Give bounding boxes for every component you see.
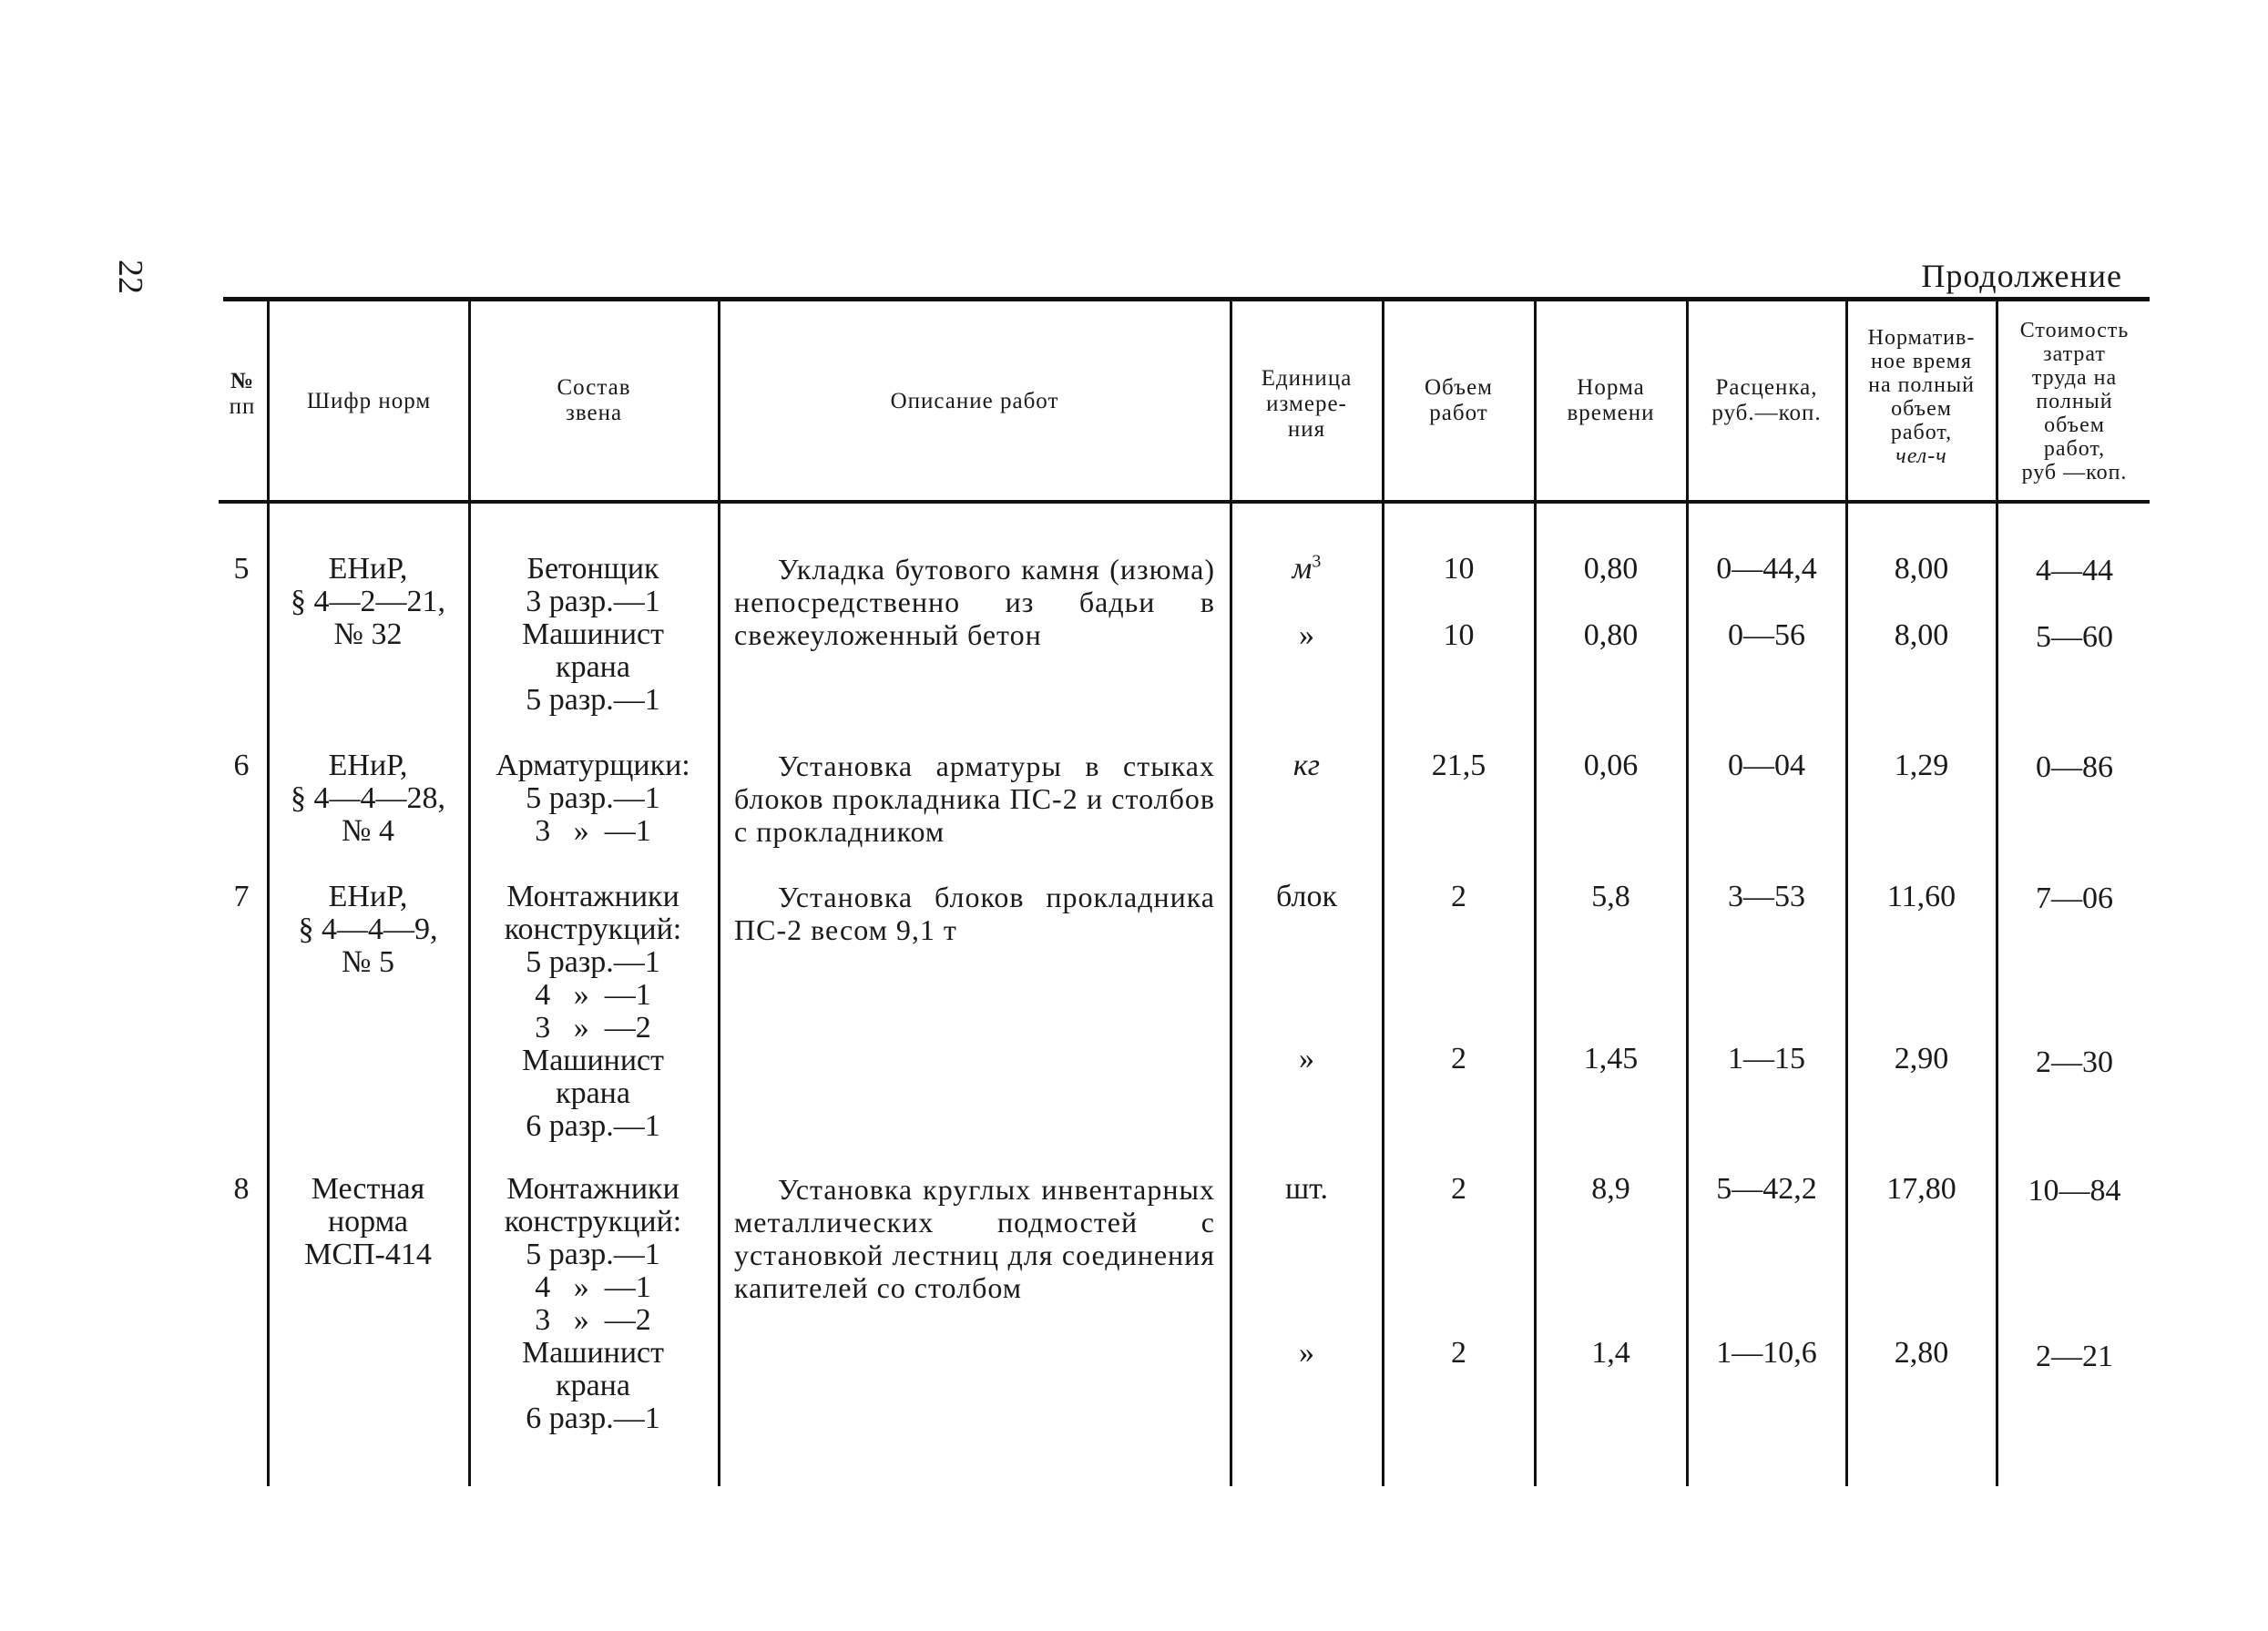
crew-composition: Бетонщик 3 разр.—1 Машинист крана 5 разр.—1 bbox=[521, 552, 665, 717]
unit-value: » bbox=[1299, 618, 1314, 652]
rate-value: 0—04 bbox=[1728, 749, 1805, 782]
unit-value: блок bbox=[1276, 880, 1337, 913]
total-time-value: 8,00 bbox=[1894, 552, 1949, 586]
labor-cost-value: 4—44 bbox=[2036, 554, 2113, 587]
header-norm-time-total: Норматив- ное время на полный объем работ, чел-ч bbox=[1867, 326, 1976, 468]
labor-cost-value: 2—21 bbox=[2036, 1340, 2113, 1373]
page-number: 22 bbox=[111, 260, 149, 294]
header-volume: Объем работ bbox=[1425, 375, 1493, 425]
crew-composition: Монтажники конструкций: 5 разр.—1 4 » —1 3 » —2 Машинист крана 6 разр.—1 bbox=[504, 1172, 682, 1435]
column-divider bbox=[1382, 301, 1384, 1486]
work-description: Установка блоков прокладника ПС-2 весом 9,1 т bbox=[734, 881, 1215, 946]
total-time-value: 11,60 bbox=[1886, 880, 1956, 913]
norm-value: 0,80 bbox=[1583, 552, 1639, 586]
norm-value: 0,06 bbox=[1583, 749, 1639, 782]
norm-code: Местная норма МСП-414 bbox=[304, 1172, 432, 1271]
unit-value: » bbox=[1299, 1042, 1314, 1075]
continuation-label: Продолжение bbox=[1921, 258, 2122, 294]
rate-value: 0—44,4 bbox=[1716, 552, 1817, 586]
volume-value: 21,5 bbox=[1431, 749, 1486, 782]
work-description: Укладка бутового камня (изюма) непосредственно из бадьи в свежеуложенный бетон bbox=[734, 553, 1215, 651]
row-number: 5 bbox=[233, 552, 250, 586]
row-number: 8 bbox=[233, 1172, 250, 1206]
rate-value: 1—15 bbox=[1728, 1042, 1805, 1075]
total-time-value: 8,00 bbox=[1894, 618, 1949, 652]
header-num: № пп bbox=[229, 369, 256, 419]
column-divider bbox=[468, 301, 471, 1486]
header-code: Шифр норм bbox=[306, 389, 432, 413]
volume-value: 2 bbox=[1451, 880, 1466, 913]
row-number: 7 bbox=[233, 880, 250, 913]
volume-value: 10 bbox=[1443, 552, 1475, 586]
norm-code: ЕНиР, § 4—4—28, № 4 bbox=[291, 749, 445, 848]
table-top-rule bbox=[223, 297, 2150, 301]
column-divider bbox=[718, 301, 720, 1486]
unit-value: $м^3$ bbox=[1292, 551, 1322, 586]
column-divider bbox=[1845, 301, 1848, 1486]
header-crew: Состав звена bbox=[557, 375, 631, 425]
crew-composition: Арматурщики: 5 разр.—1 3 » —1 bbox=[495, 749, 690, 848]
norm-code: ЕНиР, § 4—4—9, № 5 bbox=[298, 880, 438, 979]
labor-cost-value: 2—30 bbox=[2036, 1045, 2113, 1079]
labor-cost-value: 0—86 bbox=[2036, 750, 2113, 784]
volume-value: 10 bbox=[1443, 618, 1475, 652]
norm-value: 0,80 bbox=[1583, 618, 1639, 652]
rate-value: 5—42,2 bbox=[1716, 1172, 1817, 1206]
column-divider bbox=[267, 301, 270, 1486]
rate-value: 0—56 bbox=[1728, 618, 1805, 652]
volume-value: 2 bbox=[1451, 1336, 1466, 1370]
labor-cost-value: 7—06 bbox=[2036, 882, 2113, 915]
row-number: 6 bbox=[233, 749, 250, 782]
labor-cost-value: 5—60 bbox=[2036, 620, 2113, 654]
rate-value: 1—10,6 bbox=[1716, 1336, 1817, 1370]
header-description: Описание работ bbox=[890, 389, 1059, 413]
header-norm: Норма времени bbox=[1567, 375, 1655, 425]
unit-value: » bbox=[1299, 1336, 1314, 1370]
work-description: Установка круглых инвентарных металлических подмостей с установкой лестниц для соединения капителей со столбом bbox=[734, 1173, 1215, 1304]
volume-value: 2 bbox=[1451, 1172, 1466, 1206]
norm-value: 5,8 bbox=[1591, 880, 1630, 913]
work-description: Установка арматуры в стыках блоков прокладника ПС-2 и столбов с прокладником bbox=[734, 749, 1215, 848]
total-time-value: 17,80 bbox=[1886, 1172, 1956, 1206]
norm-value: 1,4 bbox=[1591, 1336, 1630, 1370]
column-divider bbox=[1230, 301, 1232, 1486]
labor-cost-value: 10—84 bbox=[2028, 1174, 2121, 1208]
column-divider bbox=[1996, 301, 1998, 1486]
norm-value: 1,45 bbox=[1583, 1042, 1639, 1075]
norm-code: ЕНиР, § 4—2—21, № 32 bbox=[291, 552, 445, 651]
unit-value: кг bbox=[1292, 749, 1321, 782]
header-labor-cost: Стоимость затрат труда на полный объем работ, руб —коп. bbox=[2019, 319, 2130, 484]
header-rate: Расценка, руб.—коп. bbox=[1711, 375, 1822, 425]
volume-value: 2 bbox=[1451, 1042, 1466, 1075]
header-bottom-rule bbox=[219, 500, 2150, 504]
column-divider bbox=[1534, 301, 1537, 1486]
total-time-value: 2,90 bbox=[1894, 1042, 1949, 1075]
total-time-value: 1,29 bbox=[1894, 749, 1949, 782]
rate-value: 3—53 bbox=[1728, 880, 1805, 913]
norm-value: 8,9 bbox=[1591, 1172, 1630, 1206]
header-unit: Единица измере- ния bbox=[1261, 366, 1353, 442]
unit-value: шт. bbox=[1285, 1172, 1328, 1206]
crew-composition: Монтажники конструкций: 5 разр.—1 4 » —1 3 » —2 Машинист крана 6 разр.—1 bbox=[504, 880, 682, 1143]
column-divider bbox=[1686, 301, 1689, 1486]
total-time-value: 2,80 bbox=[1894, 1336, 1949, 1370]
